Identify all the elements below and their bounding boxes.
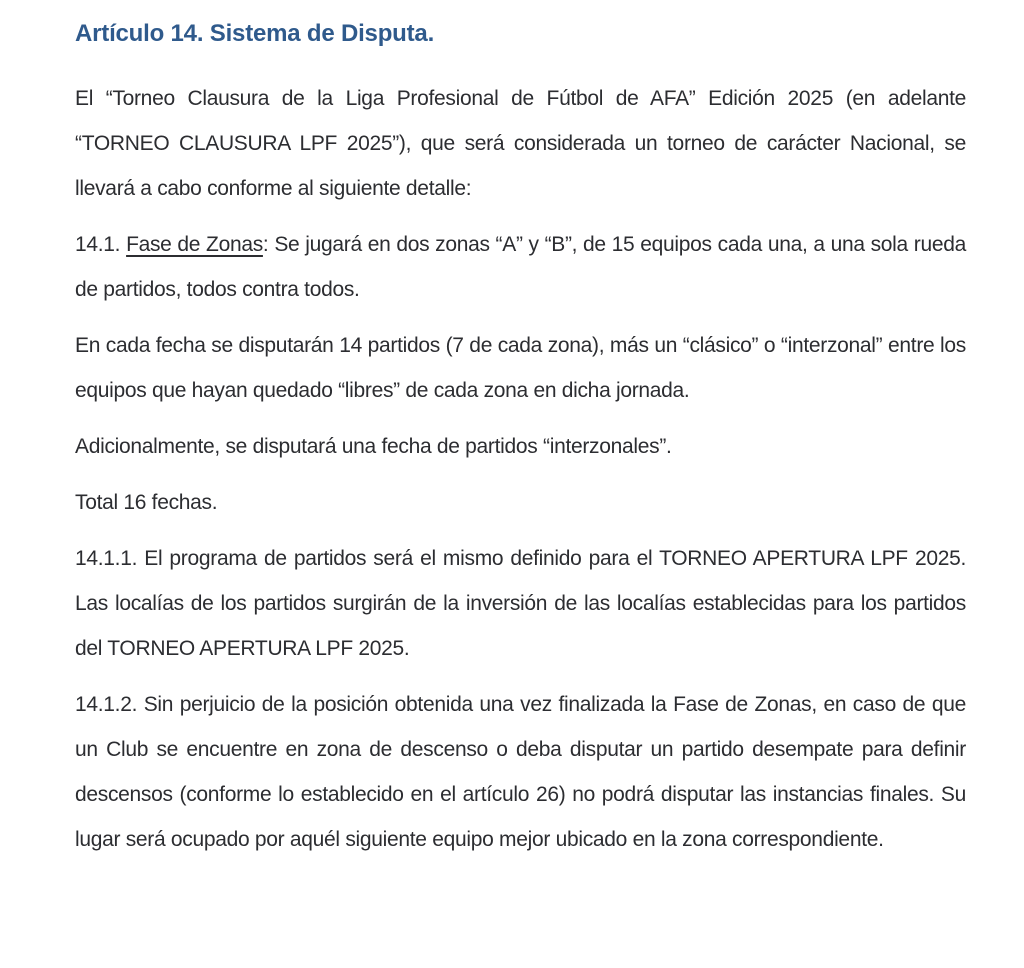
clause-number: 14.1.: [75, 233, 127, 256]
clause-body: : Se jugará en dos zonas “A” y “B”, de 15 equipos cada una, a una sola rueda de partidos, todos contra todos.: [75, 233, 966, 301]
article-heading: Artículo 14. Sistema de Disputa.: [75, 20, 435, 47]
clause-title-underlined: Fase de Zonas: [126, 233, 263, 256]
paragraph-total-fechas: Total 16 fechas.: [75, 491, 218, 514]
paragraph-14-1-1: 14.1.1. El programa de partidos será el mismo definido para el TORNEO APERTURA LPF 2025. Las localías de los partidos surgirán de la inversión de las localías establecidas para los partidos del TORNEO APERTURA LPF 2025.: [75, 547, 966, 660]
paragraph-14-1: [75, 222, 966, 312]
paragraph-fecha-partidos: En cada fecha se disputarán 14 partidos (7 de cada zona), más un “clásico” o “interzonal” entre los equipos que hayan quedado “libres” de cada zona en dicha jornada.: [75, 334, 966, 402]
paragraph-14-1-2: 14.1.2. Sin perjuicio de la posición obtenida una vez finalizada la Fase de Zonas, en caso de que un Club se encuentre en zona de descenso o deba disputar un partido desempate para definir descensos (conforme lo establecido en el artículo 26) no podrá disputar las instancias finales. Su lugar será ocupado por aquél siguiente equipo mejor ubicado en la zona correspondiente.: [75, 693, 966, 851]
paragraph-adicionalmente: Adicionalmente, se disputará una fecha de partidos “interzonales”.: [75, 435, 672, 458]
paragraph-intro: El “Torneo Clausura de la Liga Profesional de Fútbol de AFA” Edición 2025 (en adelante “TORNEO CLAUSURA LPF 2025”), que será considerada un torneo de carácter Nacional, se llevará a cabo conforme al siguiente detalle:: [75, 87, 966, 200]
